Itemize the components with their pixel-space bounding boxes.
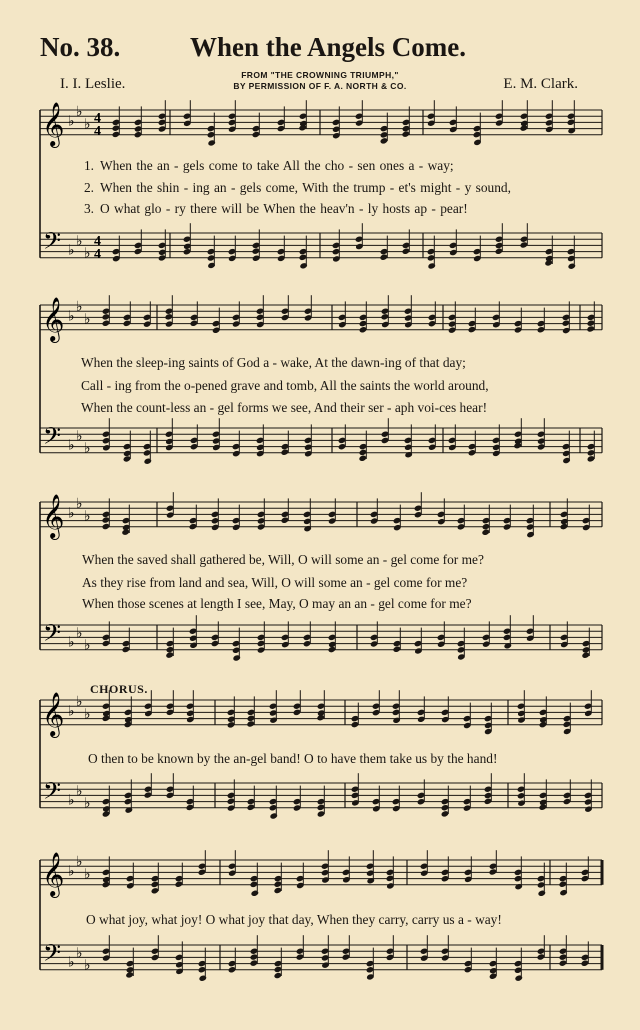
lyric-line-system4: O then to be known by the an-gel band! O to have them take us by the hand! [88, 751, 498, 766]
time-signature: 4 [94, 247, 101, 262]
notehead [246, 720, 255, 727]
notehead [121, 528, 130, 535]
flat-icon: ♭ [84, 958, 91, 974]
lyric-line-system3-verse1: When the saved shall gathered be, Will, O will some an - gel come for me? [82, 552, 484, 567]
notehead [538, 890, 547, 897]
flat-icon: ♭ [76, 946, 83, 962]
flat-icon: ♭ [68, 309, 75, 325]
lyric-line-system3-verse2: As they rise from land and sea, Will, O will some an - gel come for me? [82, 575, 468, 590]
author-credit: I. I. Leslie. [60, 76, 126, 92]
flat-icon: ♭ [76, 695, 83, 711]
notehead [586, 325, 595, 332]
flat-icon: ♭ [84, 638, 91, 654]
flat-icon: ♭ [76, 105, 83, 121]
hymn-title: When the Angels Come. [190, 32, 466, 62]
hymn-number: No. 38. [40, 32, 121, 62]
bass-clef-icon: 𝄢 [43, 619, 62, 652]
flat-icon: ♭ [68, 955, 75, 971]
lyric-line-system5: O what joy, what joy! O what joy that day, When they carry, carry us a - way! [86, 912, 502, 927]
lyric-line-system3-verse3: When those scenes at length I see, May, O may an an - gel come for me? [82, 596, 472, 611]
notehead [513, 442, 522, 449]
notehead [175, 881, 184, 888]
source-credit-line-1: FROM "THE CROWNING TRIUMPH," [241, 70, 399, 80]
flat-icon: ♭ [68, 635, 75, 651]
lyric-line-system2-verse3: When the count-less an - gel forms we see, And their ser - aph voi-ces hear! [81, 400, 488, 415]
staff-systems [40, 100, 602, 982]
bass-clef-icon: 𝄢 [43, 227, 62, 260]
lyric-line-system1-verse1: 1. When the an - gels come to take All the cho - sen ones a - way; [83, 158, 454, 173]
flat-icon: ♭ [84, 246, 91, 262]
lyric-line-system2-verse2: Call - ing from the o-pened grave and tomb, All the saints the world around, [81, 378, 489, 393]
flat-icon: ♭ [68, 438, 75, 454]
notehead [281, 449, 290, 456]
flat-icon: ♭ [84, 509, 91, 525]
flat-icon: ♭ [68, 506, 75, 522]
time-signature: 4 [94, 234, 101, 249]
notehead [165, 651, 174, 658]
bass-clef-icon: 𝄢 [43, 939, 62, 972]
lyric-line-system1-verse3: 3. O what glo - ry there will be When the heav'n - ly hosts ap - pear! [83, 201, 468, 216]
flat-icon: ♭ [76, 234, 83, 250]
notehead [380, 254, 389, 261]
flat-icon: ♭ [76, 784, 83, 800]
flat-icon: ♭ [84, 312, 91, 328]
notehead [539, 804, 548, 811]
flat-icon: ♭ [76, 626, 83, 642]
treble-clef-icon: 𝄞 [42, 692, 65, 736]
notehead [274, 881, 283, 888]
notehead [481, 529, 490, 536]
flat-icon: ♭ [76, 429, 83, 445]
notehead [358, 455, 367, 462]
flat-icon: ♭ [68, 704, 75, 720]
treble-clef-icon: 𝄞 [42, 852, 65, 896]
composer-credit: E. M. Clark. [503, 76, 578, 92]
chorus-label: CHORUS. [90, 682, 148, 696]
notehead [581, 652, 590, 659]
flat-icon: ♭ [84, 867, 91, 883]
flat-icon: ♭ [84, 117, 91, 133]
treble-clef-icon: 𝄞 [42, 297, 65, 341]
bass-clef-icon: 𝄢 [43, 422, 62, 455]
notehead [316, 714, 325, 721]
flat-icon: ♭ [76, 497, 83, 513]
flat-icon: ♭ [68, 114, 75, 130]
time-signature: 4 [94, 111, 101, 126]
source-credit-line-2: BY PERMISSION OF F. A. NORTH & CO. [233, 81, 407, 91]
treble-clef-icon: 𝄞 [42, 494, 65, 538]
bass-clef-icon: 𝄢 [43, 777, 62, 810]
flat-icon: ♭ [76, 300, 83, 316]
flat-icon: ♭ [76, 855, 83, 871]
time-signature: 4 [94, 124, 101, 139]
flat-icon: ♭ [68, 864, 75, 880]
notehead [102, 516, 111, 523]
treble-clef-icon: 𝄞 [42, 102, 65, 146]
lyric-line-system2-verse1: When the sleep-ing saints of God a - wake, At the dawn-ing of that day; [81, 355, 466, 370]
flat-icon: ♭ [68, 243, 75, 259]
flat-icon: ♭ [84, 796, 91, 812]
notehead [125, 971, 134, 978]
lyric-line-system1-verse2: 2. When the shin - ing an - gels come, With the trump - et's might - y sound, [83, 180, 511, 195]
flat-icon: ♭ [84, 441, 91, 457]
notehead [199, 975, 208, 982]
notehead [381, 313, 390, 320]
flat-icon: ♭ [68, 793, 75, 809]
notehead [559, 881, 568, 888]
notehead [165, 313, 174, 320]
notehead [393, 646, 402, 653]
notehead [251, 890, 260, 897]
notehead [544, 259, 553, 266]
notehead [401, 130, 410, 137]
flat-icon: ♭ [84, 707, 91, 723]
